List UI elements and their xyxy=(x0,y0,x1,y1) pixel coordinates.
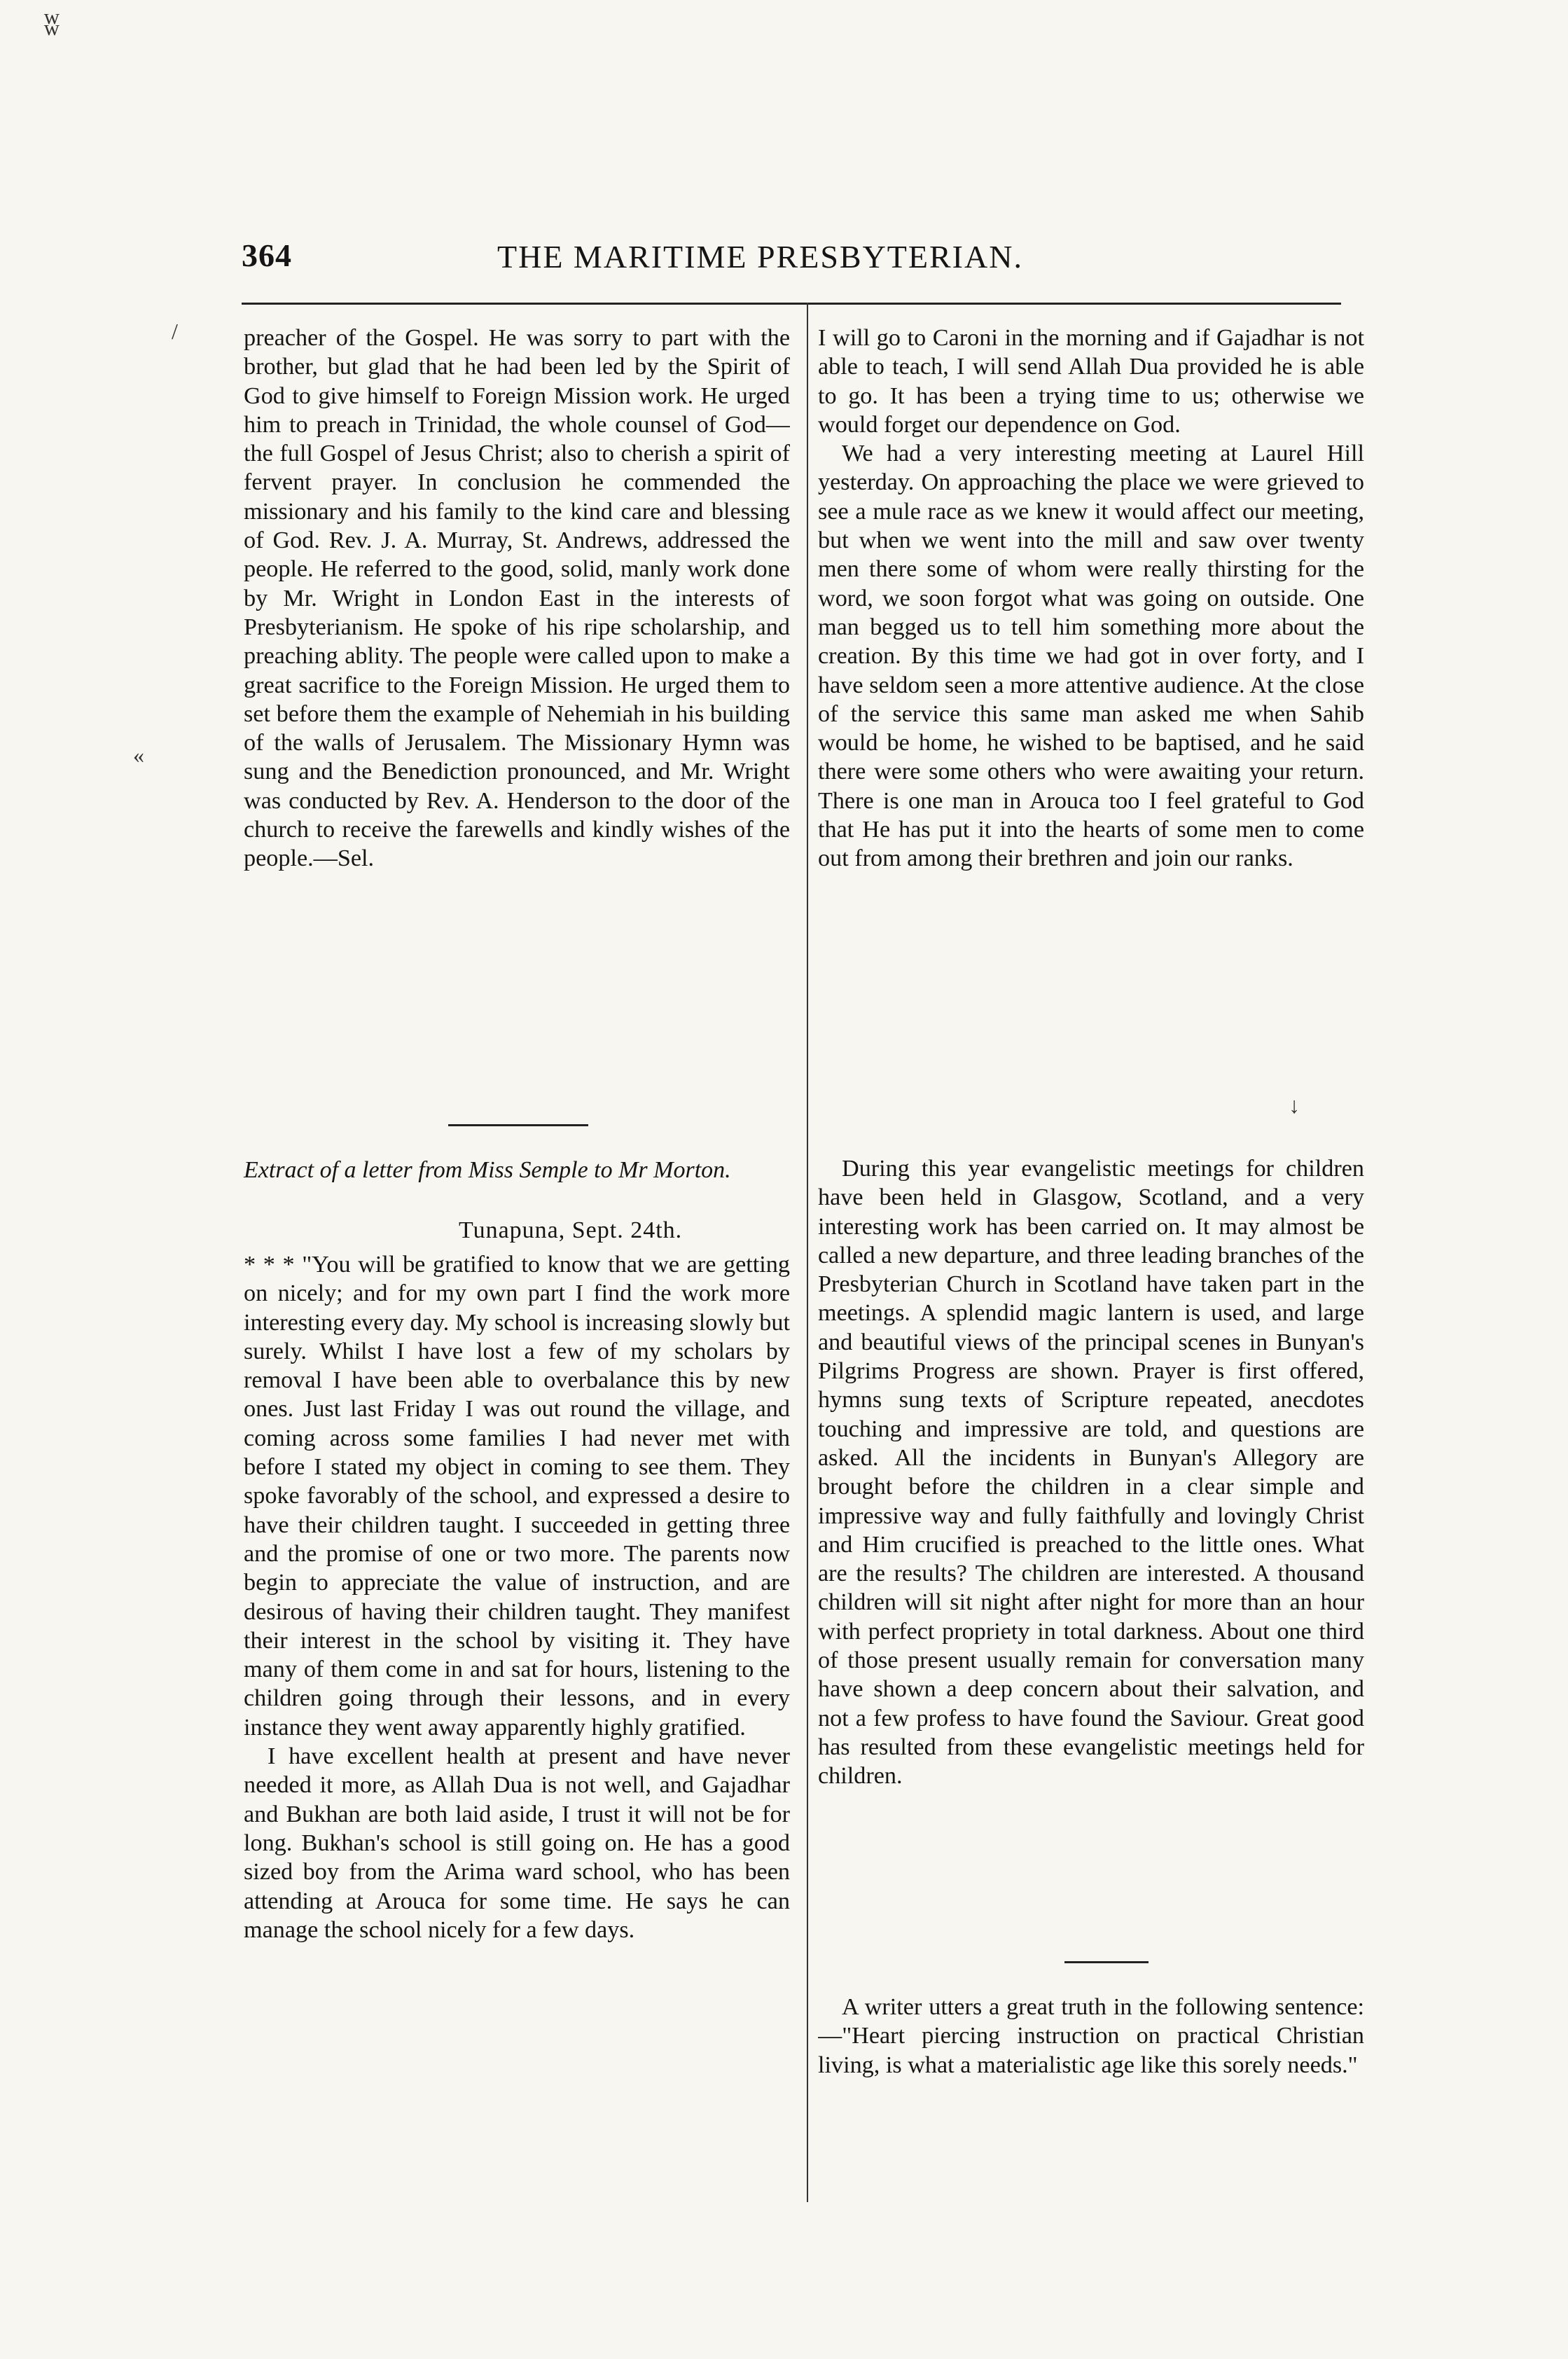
scan-mark: / xyxy=(172,319,178,344)
right-top-article xyxy=(818,324,1364,1136)
scan-mark: ʬ xyxy=(43,6,60,42)
letter-paragraph: * * * "You will be gratified to know that we are getting on nicely; and for my own part I find the work more interesting every day. My school is increasing slowly but surely. Whilst I have lost a few of my scholars by removal I have been able to overbalance this by new ones. Just last Friday I was out round the village, and coming across some families I had never met with before I stated my object in coming to see them. They spoke favorably of the school, and expressed a desire to have their children taught. I succeeded in getting three and the promise of one or two more. The parents now begin to appreciate the value of instruction, and are desirous of having their children taught. They manifest their interest in the school by visiting it. They have many of them come in and sat for hours, listening to the children going through their lessons, and in every instance they went away apparently highly gratified. xyxy=(244,1252,790,1741)
left-top-article xyxy=(244,324,790,1101)
scan-mark: ↓ xyxy=(1289,1093,1300,1118)
letter-heading: Extract of a letter from Miss Semple to Mr Morton. xyxy=(244,1157,731,1183)
header-rule xyxy=(242,303,1341,305)
right-middle-article xyxy=(818,1154,1364,1939)
right-bottom-paragraph: A writer utters a great truth in the following sentence:—"Heart piercing instruction on practical Christian living, is what a materialistic age like this sorely needs." xyxy=(818,1994,1364,2078)
right-middle-paragraph: During this year evangelistic meetings for children have been held in Glasgow, Scotland, and a very interesting work has been carried on. It may almost be called a new departure, and three leading branches of the Presbyterian Church in Scotland have taken part in the meetings. A splendid magic lantern is used, and large and beautiful views of the principal scenes in Bunyan's Pilgrims Progress are shown. Prayer is first offered, hymns sung texts of Scripture repeated, anecdotes touching and impressive are told, and questions are asked. All the incidents in Bunyan's Allegory are brought before the children in a clear simple and impressive way and fully faithfully and lovingly Christ and Him crucified is preached to the little ones. What are the results? The children are interested. A thousand children will sit night after night for more than an hour with perfect propriety in total darkness. About one third of those present usually remain for conversation many have shown a deep concern about their salvation, and not a few profess to have found the Saviour. Great good has resulted from these evangelistic meetings held for children. xyxy=(818,1156,1364,1790)
left-section-rule xyxy=(448,1124,588,1126)
page-number: 364 xyxy=(242,237,292,273)
left-top-paragraph: preacher of the Gospel. He was sorry to part with the brother, but glad that he had been led by the Spirit of God to give himself to Foreign Mission work. He urged him to preach in Trinidad, the whole counsel of God—the full Gospel of Jesus Christ; also to cherish a spirit of fervent prayer. In conclusion he commended the missionary and his family to the kind care and blessing of God. Rev. J. A. Murray, St. Andrews, addressed the people. He referred to the good, solid, manly work done by Mr. Wright in London East in the interests of Presbyterianism. He spoke of his ripe scholarship, and preaching ablity. The people were called upon to make a great sacrifice to the Foreign Mission. He urged them to set before them the example of Nehemiah in his building of the walls of Jerusalem. The Missionary Hymn was sung and the Benediction pronounced, and Mr. Wright was conducted by Rev. A. Henderson to the door of the church to receive the farewells and kindly wishes of the people.—Sel. xyxy=(244,325,790,872)
right-section-rule xyxy=(1064,1961,1149,1963)
right-top-paragraph: We had a very interesting meeting at Laurel Hill yesterday. On approaching the place we were grieved to see a mule race as we knew it would affect our meeting, but when we went into the mill and saw over twenty men there some of whom were really thirsting for the word, we soon forgot what was going on outside. One man begged us to tell him something more about the creation. By this time we had got in over forty, and I have seldom seen a more attentive audience. At the close of the service this same man asked me when Sahib would be home, he wished to be baptised, and he said there were some others who were awaiting your return. There is one man in Arouca too I feel grateful to God that He has put it into the hearts of some men to come out from among their brethren and join our ranks. xyxy=(818,441,1364,872)
letter-article xyxy=(244,1250,790,2189)
right-bottom-article xyxy=(818,1993,1364,2196)
column-divider xyxy=(807,303,808,2202)
right-top-paragraph: I will go to Caroni in the morning and if Gajadhar is not able to teach, I will send Allah Dua provided he is able to go. It has been a trying time to us; otherwise we would forget our dependence on God. xyxy=(818,325,1364,438)
letter-dateline: Tunapuna, Sept. 24th. xyxy=(459,1217,683,1243)
scan-mark: « xyxy=(133,742,144,768)
running-title: THE MARITIME PRESBYTERIAN. xyxy=(497,239,1023,275)
letter-paragraph: I have excellent health at present and have never needed it more, as Allah Dua is not well, and Gajadhar and Bukhan are both laid aside, I trust it will not be for long. Bukhan's school is still going on. He has a good sized boy from the Arima ward school, who has been attending at Arouca for some time. He says he can manage the school nicely for a few days. xyxy=(244,1743,790,1943)
